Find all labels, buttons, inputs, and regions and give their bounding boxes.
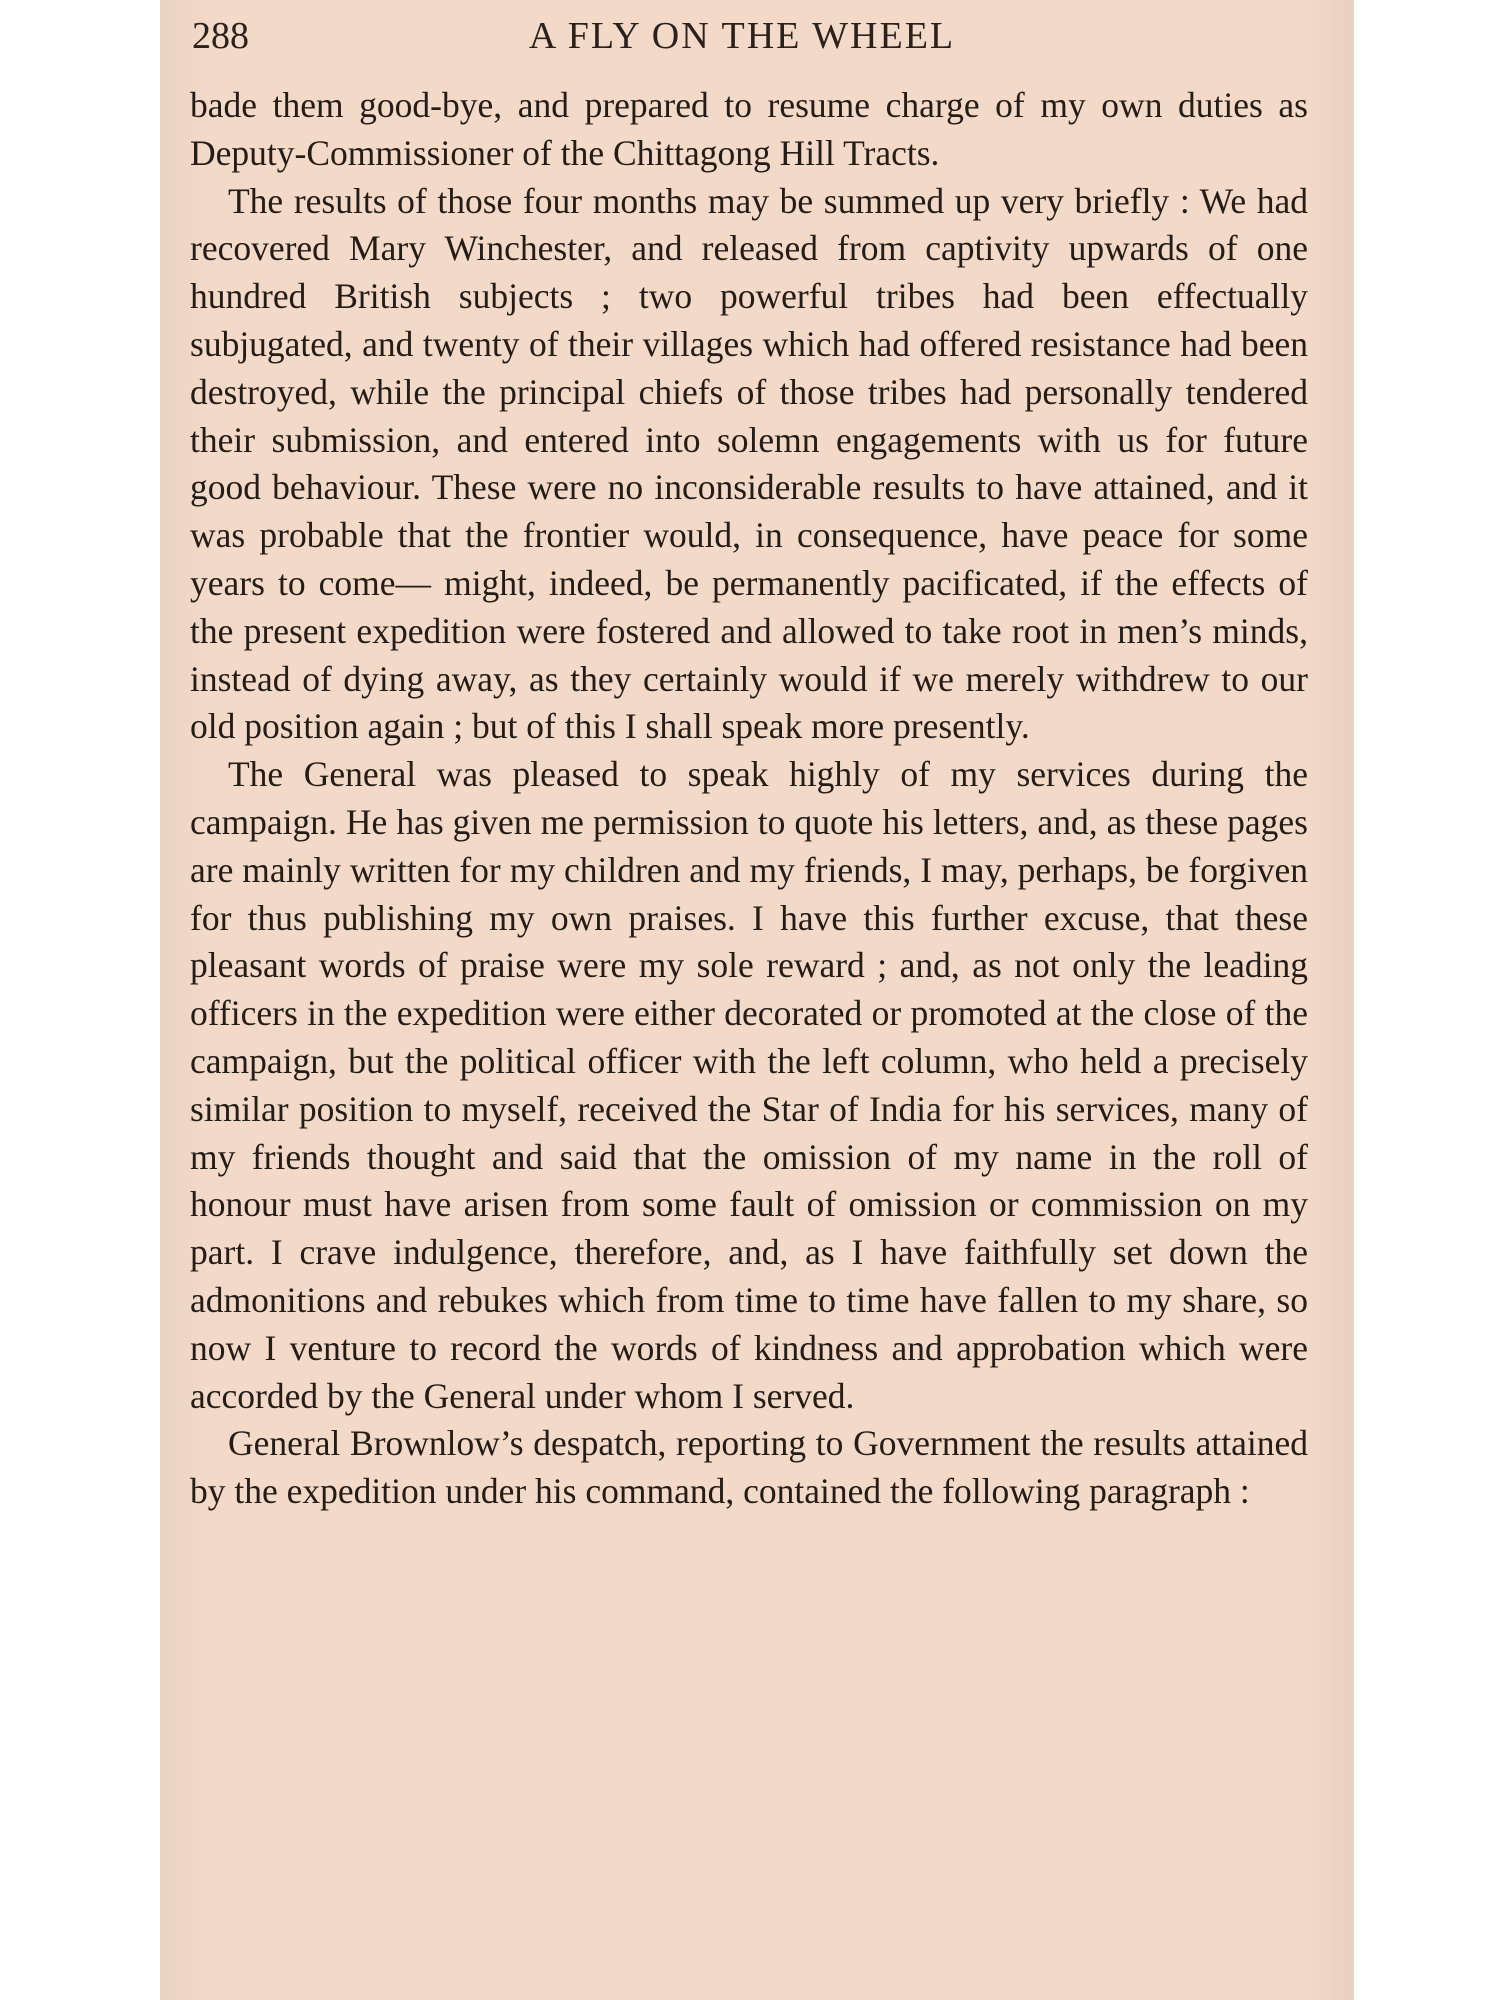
paragraph-1: bade them good-bye, and prepared to resume charge of my own duties as Deputy-Commissioner of the Chittagong Hill Tracts.	[190, 85, 1308, 173]
book-page	[160, 0, 1354, 2000]
page-header	[192, 8, 1292, 64]
page-number: 288	[192, 15, 249, 57]
body-text	[190, 82, 1308, 1516]
paragraph-3: The General was pleased to speak highly of my services during the campaign. He has given me permission to quote his letters, and, as these pages are mainly written for my children and my friends, I may, perhaps, be forgiven for thus publishing my own praises. I have this further excuse, that these pleasant words of praise were my sole reward ; and, as not only the leading officers in the expedition were either decorated or promoted at the close of the campaign, but the political officer with the left column, who held a precisely similar position to myself, received the Star of India for his services, many of my friends thought and said that the omission of my name in the roll of honour must have arisen from some fault of omission or commission on my part. I crave indulgence, therefore, and, as I have faithfully set down the admonitions and rebukes which from time to time have fallen to my share, so now I venture to record the words of kindness and approbation which were accorded by the General under whom I served.	[190, 754, 1308, 1416]
paragraph-4: General Brownlow’s despatch, reporting to Government the results attained by the expedition under his command, contained the following paragraph :	[190, 1423, 1308, 1512]
paragraph-2: The results of those four months may be summed up very briefly : We had recovered Mary Winchester, and released from captivity upwards of one hundred British subjects ; two powerful tribes had been effectually subjugated, and twenty of their villages which had offered resistance had been destroyed, while the principal chiefs of those tribes had personally tendered their submission, and entered into solemn engagements with us for future good behaviour. These were no inconsiderable results to have attained, and it was probable that the frontier would, in consequence, have peace for some years to come— might, indeed, be permanently pacificated, if the effects of the present expedition were fostered and allowed to take root in men’s minds, instead of dying away, as they certainly would if we merely withdrew to our old position again ; but of this I shall speak more presently.	[190, 180, 1308, 747]
running-title: A FLY ON THE WHEEL	[528, 15, 956, 57]
